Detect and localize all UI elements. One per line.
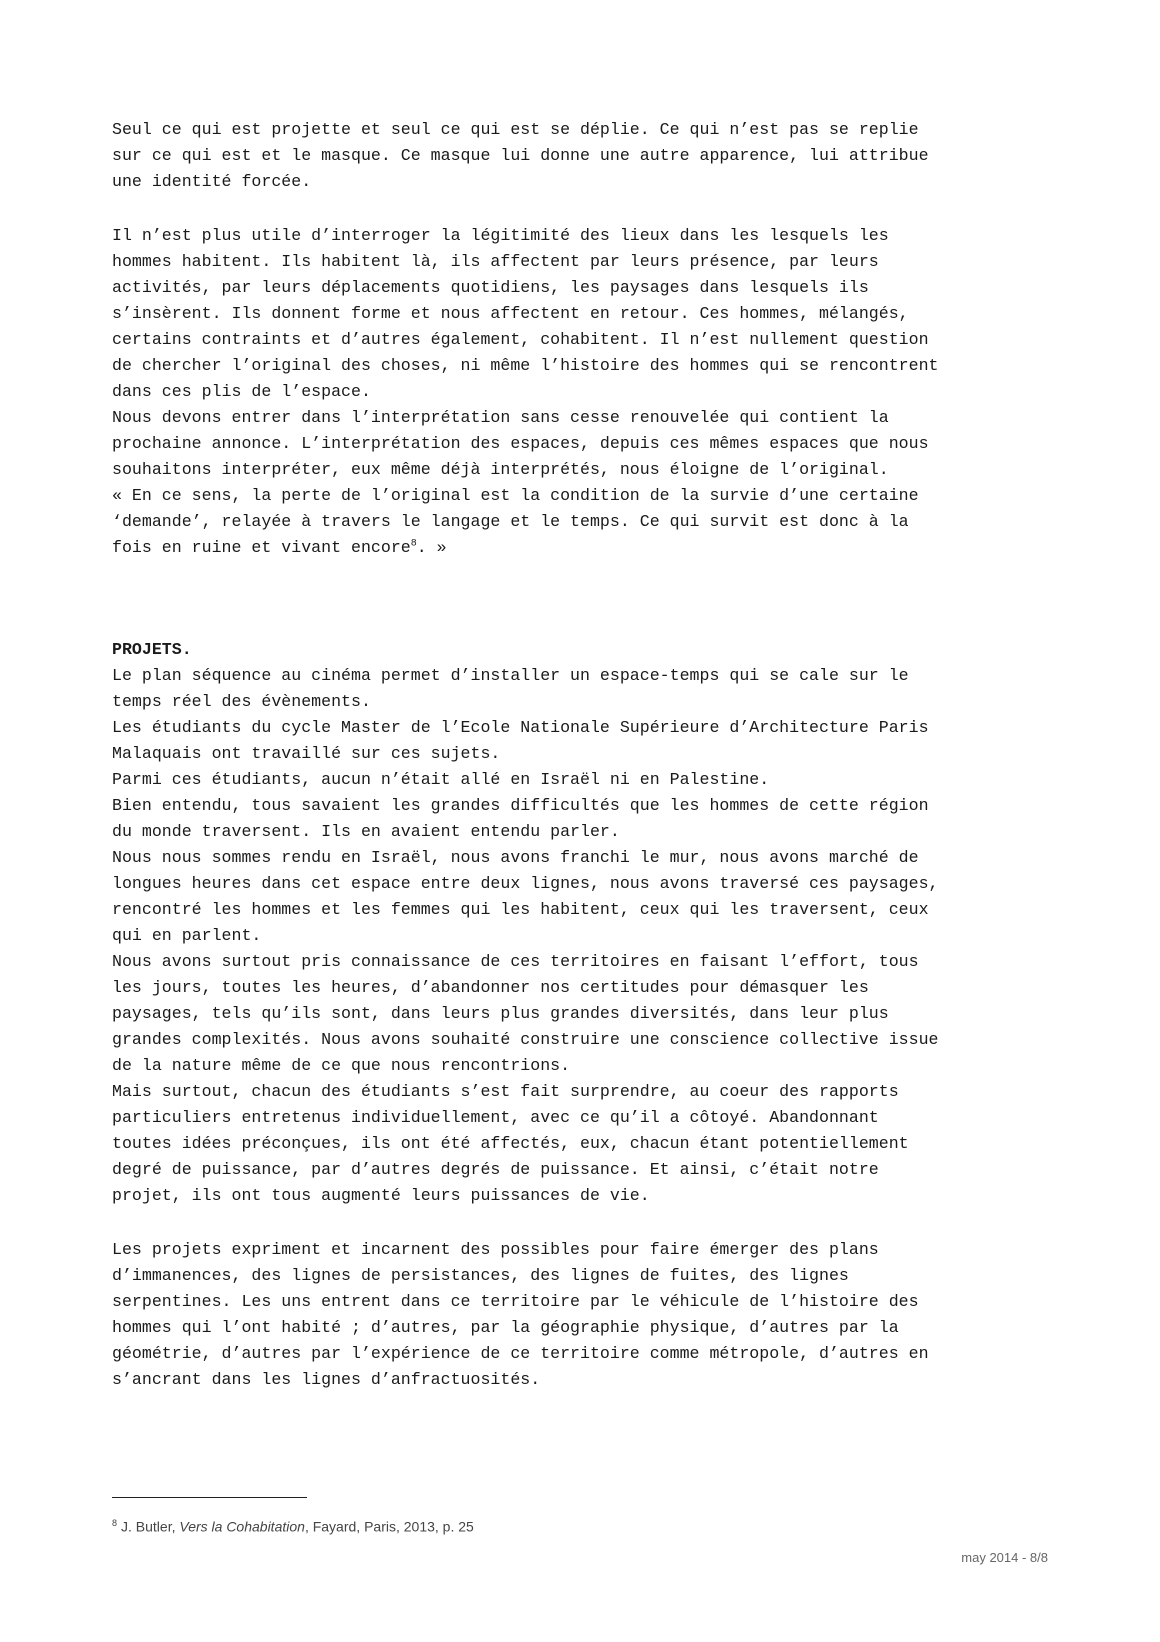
- text-line: s’insèrent. Ils donnent forme et nous affectent en retour. Ces hommes, mélangés,: [112, 304, 909, 323]
- footnote-mark: 8: [112, 1518, 118, 1528]
- text-line: serpentines. Les uns entrent dans ce territoire par le véhicule de l’histoire des: [112, 1292, 919, 1311]
- paragraph-possibles: [112, 1237, 1012, 1393]
- text-line: qui en parlent.: [112, 926, 262, 945]
- section-heading: PROJETS.: [112, 640, 192, 659]
- text-line: « En ce sens, la perte de l’original est la condition de la survie d’une certaine: [112, 486, 919, 505]
- text-line: Les étudiants du cycle Master de l’Ecole Nationale Supérieure d’Architecture Paris: [112, 718, 929, 737]
- text-line: paysages, tels qu’ils sont, dans leurs plus grandes diversités, dans leur plus: [112, 1004, 889, 1023]
- text-line: longues heures dans cet espace entre deux lignes, nous avons traversé ces paysages,: [112, 874, 939, 893]
- paragraph-interpretation: [112, 223, 1012, 535]
- text-line: Nous avons surtout pris connaissance de ces territoires en faisant l’effort, tous: [112, 952, 919, 971]
- text-line: Malaquais ont travaillé sur ces sujets.: [112, 744, 501, 763]
- text-line: projet, ils ont tous augmenté leurs puissances de vie.: [112, 1186, 650, 1205]
- quote-end: . »: [416, 538, 447, 557]
- text-line: Il n’est plus utile d’interroger la légitimité des lieux dans les lesquels les: [112, 226, 889, 245]
- text-line: prochaine annonce. L’interprétation des espaces, depuis ces mêmes espaces que nous: [112, 434, 929, 453]
- text-line: hommes qui l’ont habité ; d’autres, par la géographie physique, d’autres par la: [112, 1318, 899, 1337]
- text-line: activités, par leurs déplacements quotidiens, les paysages dans lesquels ils: [112, 278, 869, 297]
- text-line: ‘demande’, relayée à travers le langage et le temps. Ce qui survit est donc à la: [112, 512, 909, 531]
- footnote-title: Vers la Cohabitation: [179, 1518, 305, 1535]
- text-line: rencontré les hommes et les femmes qui les habitent, ceux qui les traversent, ceux: [112, 900, 929, 919]
- text-line: Les projets expriment et incarnent des possibles pour faire émerger des plans: [112, 1240, 879, 1259]
- text-line: certains contraints et d’autres également, cohabitent. Il n’est nullement question: [112, 330, 929, 349]
- quote-text: fois en ruine et vivant encore: [112, 538, 411, 557]
- text-line: géométrie, d’autres par l’expérience de ce territoire comme métropole, d’autres en: [112, 1344, 929, 1363]
- text-line: d’immanences, des lignes de persistances, des lignes de fuites, des lignes: [112, 1266, 849, 1285]
- text-line: Bien entendu, tous savaient les grandes difficultés que les hommes de cette région: [112, 796, 929, 815]
- footnote-divider: [112, 1497, 307, 1498]
- text-line: de la nature même de ce que nous rencontrions.: [112, 1056, 571, 1075]
- text-line: sur ce qui est et le masque. Ce masque lui donne une autre apparence, lui attribue: [112, 146, 929, 165]
- text-line: souhaitons interpréter, eux même déjà interprétés, nous éloigne de l’original.: [112, 460, 889, 479]
- text-line: Parmi ces étudiants, aucun n’était allé en Israël ni en Palestine.: [112, 770, 770, 789]
- page-number: may 2014 - 8/8: [961, 1550, 1048, 1565]
- text-line: particuliers entretenus individuellement, avec ce qu’il a côtoyé. Abandonnant: [112, 1108, 879, 1127]
- paragraph-projects: [112, 663, 1012, 1209]
- footnote-author: J. Butler,: [121, 1518, 180, 1535]
- text-line: du monde traversent. Ils en avaient entendu parler.: [112, 822, 620, 841]
- quote-last-line: [112, 535, 1012, 561]
- page-body: [112, 117, 1012, 1393]
- text-line: grandes complexités. Nous avons souhaité construire une conscience collective issue: [112, 1030, 939, 1049]
- text-line: dans ces plis de l’espace.: [112, 382, 371, 401]
- text-line: hommes habitent. Ils habitent là, ils affectent par leurs présence, par leurs: [112, 252, 879, 271]
- text-line: degré de puissance, par d’autres degrés de puissance. Et ainsi, c’était notre: [112, 1160, 879, 1179]
- text-line: de chercher l’original des choses, ni même l’histoire des hommes qui se rencontrent: [112, 356, 939, 375]
- text-line: les jours, toutes les heures, d’abandonner nos certitudes pour démasquer les: [112, 978, 869, 997]
- footnote-rest: , Fayard, Paris, 2013, p. 25: [304, 1518, 474, 1535]
- text-line: Seul ce qui est projette et seul ce qui est se déplie. Ce qui n’est pas se replie: [112, 120, 919, 139]
- text-line: Nous nous sommes rendu en Israël, nous avons franchi le mur, nous avons marché de: [112, 848, 919, 867]
- footnote-reference[interactable]: 8: [410, 538, 417, 550]
- text-line: toutes idées préconçues, ils ont été affectés, eux, chacun étant potentiellement: [112, 1134, 909, 1153]
- paragraph-intro: [112, 117, 1012, 195]
- footnote: [112, 1518, 474, 1535]
- text-line: s’ancrant dans les lignes d’anfractuosités.: [112, 1370, 541, 1389]
- text-line: Mais surtout, chacun des étudiants s’est fait surprendre, au coeur des rapports: [112, 1082, 899, 1101]
- text-line: une identité forcée.: [112, 172, 312, 191]
- text-line: Le plan séquence au cinéma permet d’installer un espace-temps qui se cale sur le: [112, 666, 909, 685]
- text-line: temps réel des évènements.: [112, 692, 371, 711]
- text-line: Nous devons entrer dans l’interprétation sans cesse renouvelée qui contient la: [112, 408, 889, 427]
